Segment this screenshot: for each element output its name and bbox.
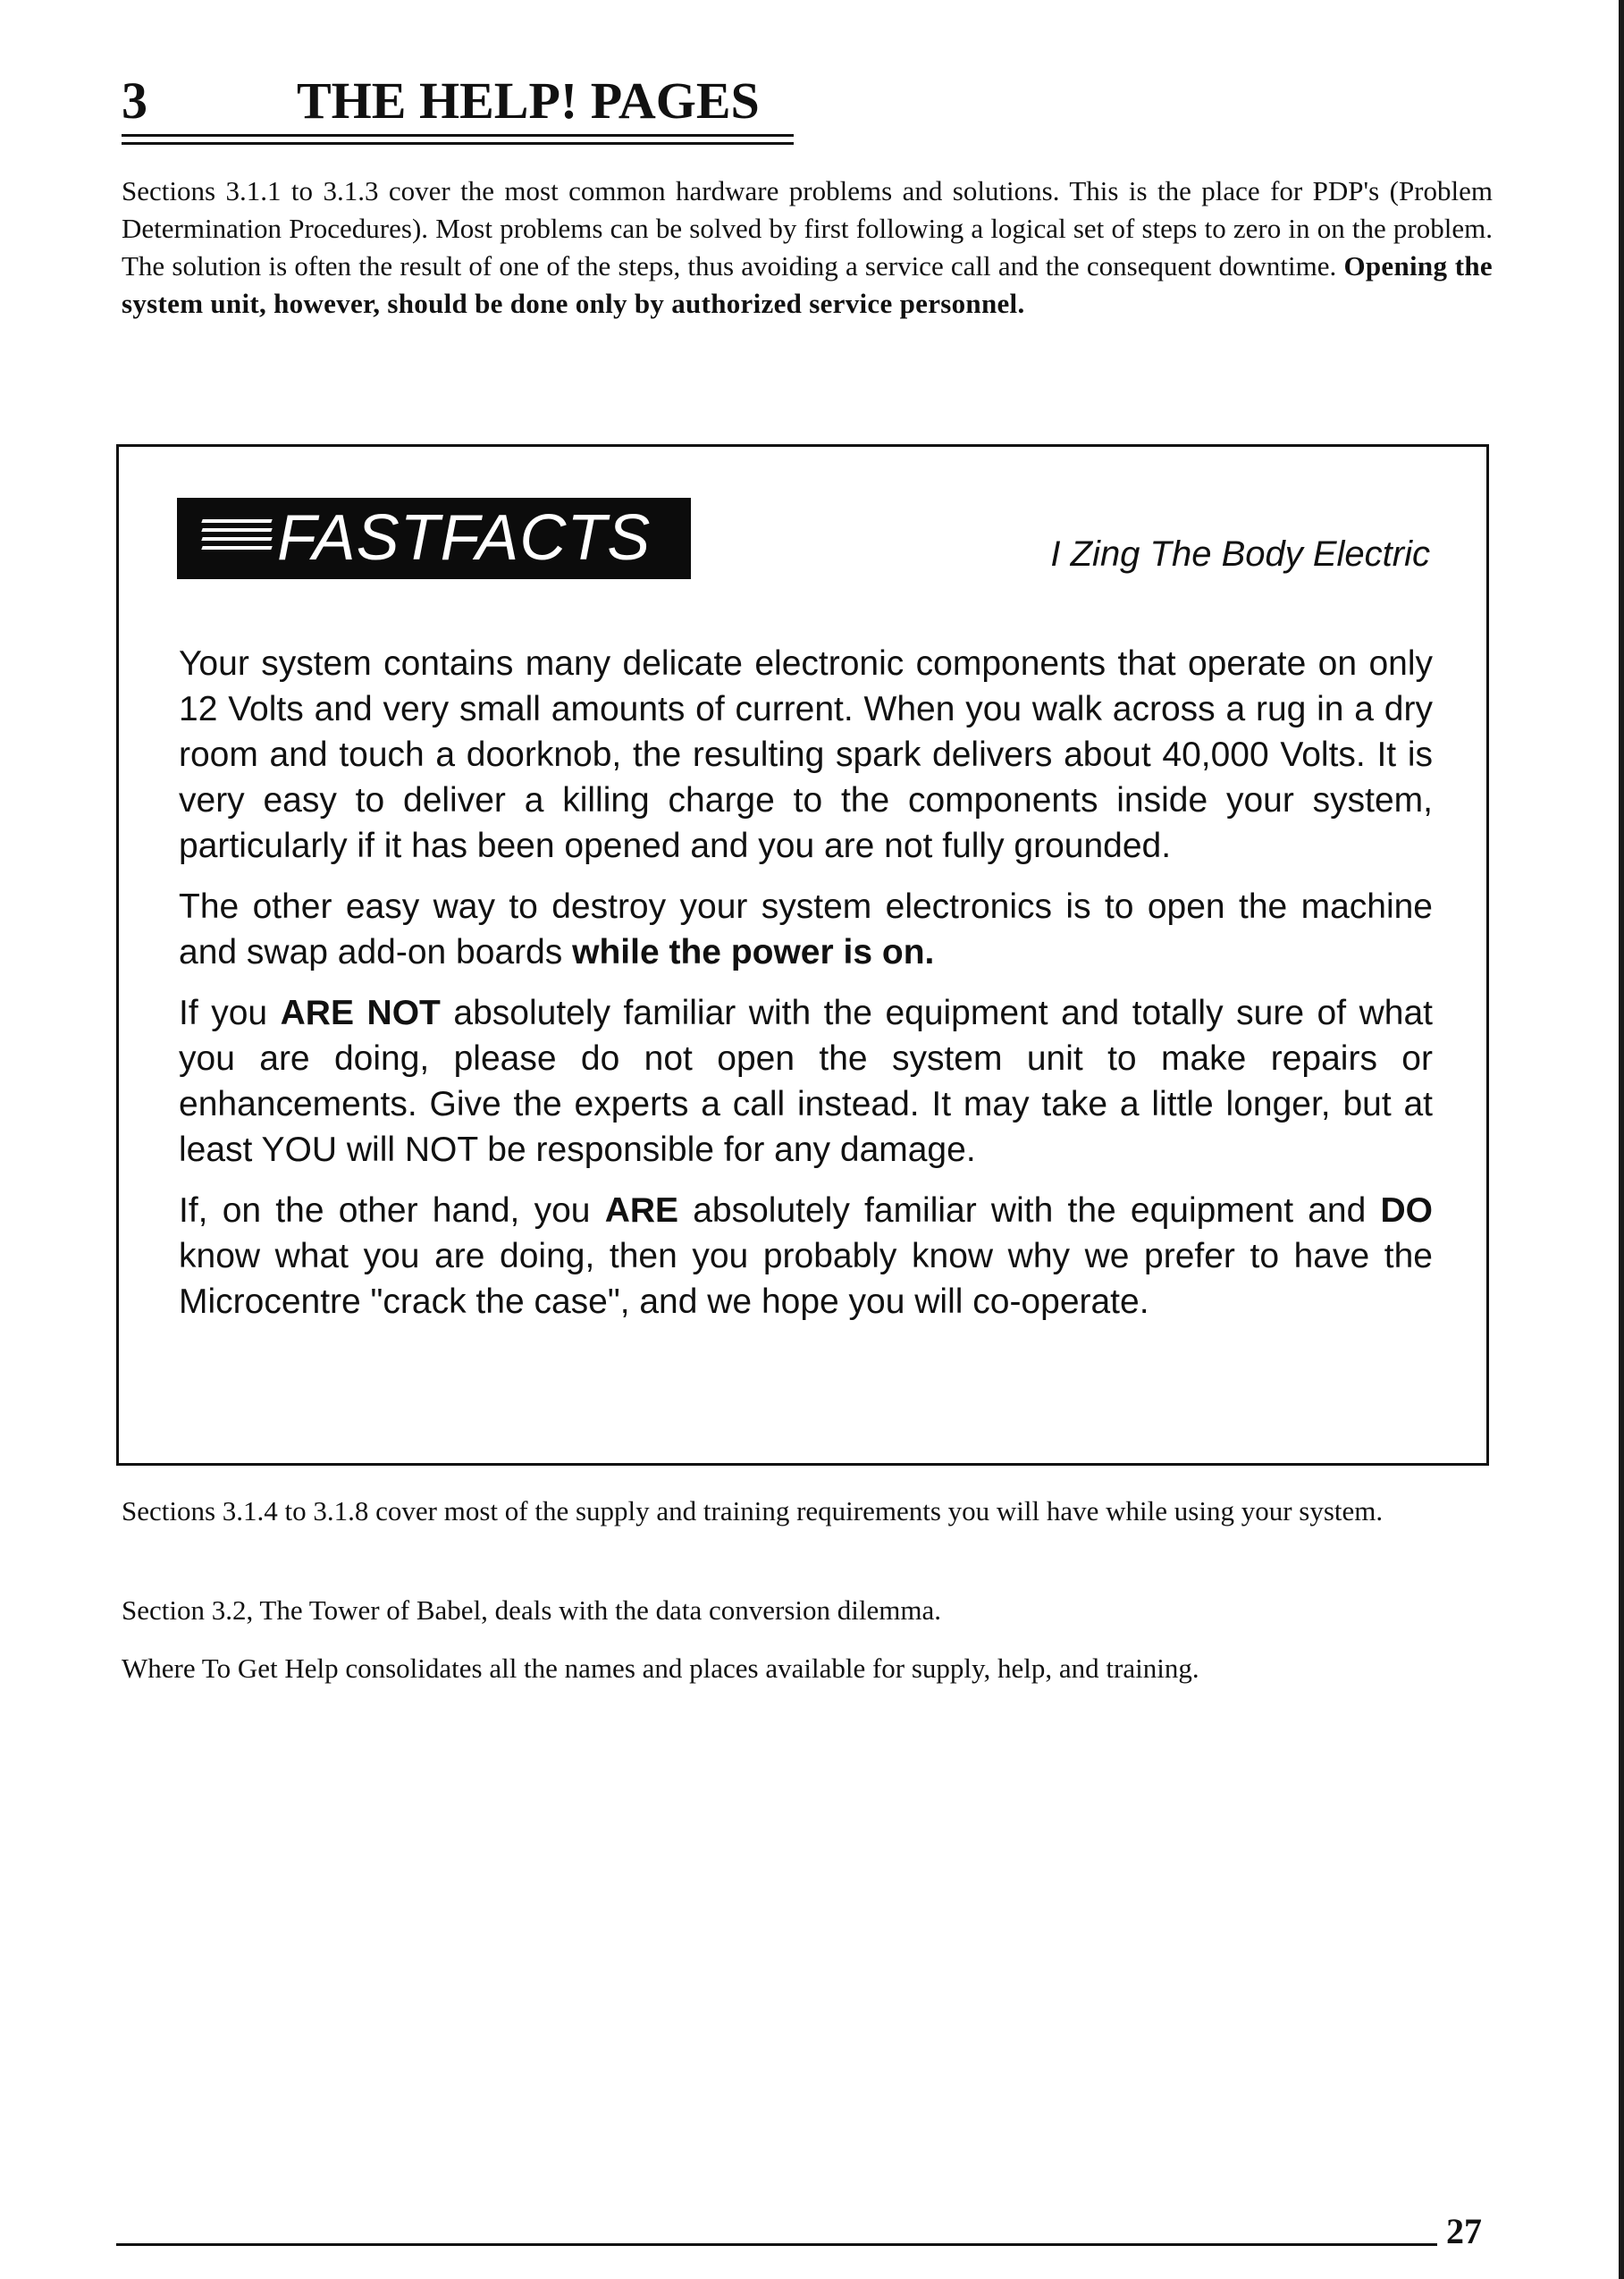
- speed-lines-icon: [202, 519, 272, 560]
- intro-text: Sections 3.1.1 to 3.1.3 cover the most common hardware problems and solutions. This is the place for PDP's (Problem Determination Procedures). Most problems can be solved by first following a logical set of steps to zero in on the problem. The solution is often the result of one of the steps, thus avoiding a service call and the consequent downtime.: [122, 175, 1493, 282]
- fastfacts-p2-text: The other easy way to destroy your system electronics is to open the machine and swap add-on boards: [179, 887, 1433, 971]
- page-number: 27: [1446, 2211, 1482, 2251]
- fastfacts-banner-text: FASTFACTS: [277, 502, 652, 574]
- where-to-get-help-paragraph: Where To Get Help consolidates all the names and places available for supply, help, and training.: [122, 1652, 1199, 1684]
- fastfacts-tagline: I Zing The Body Electric: [1050, 534, 1430, 574]
- fastfacts-paragraph-2: [179, 884, 1433, 975]
- chapter-heading: [122, 70, 801, 132]
- footer-rule: [116, 2243, 1437, 2246]
- fastfacts-p4-text-c: know what you are doing, then you probably know why we prefer to have the Microcentre "crack the case", and we hope you will co-operate.: [179, 1237, 1433, 1321]
- fastfacts-p4-emphasis-a: ARE: [604, 1191, 679, 1230]
- fastfacts-p4-text-a: If, on the other hand, you: [179, 1191, 605, 1230]
- intro-warning: Opening the system unit, however, should be done only by authorized service personnel.: [122, 250, 1493, 319]
- fastfacts-paragraph-1: Your system contains many delicate electronic components that operate on only 12 Volts and very small amounts of current. When you walk across a rug in a dry room and touch a doorknob, the resulting spark delivers about 40,000 Volts. It is very easy to deliver a killing charge to the components inside your system, particularly if it has been opened and you are not fully grounded.: [179, 644, 1433, 865]
- fastfacts-paragraph-4: [179, 1188, 1433, 1325]
- fastfacts-p3-emphasis: ARE NOT: [280, 994, 441, 1032]
- heading-rule-bottom: [122, 142, 794, 145]
- fastfacts-p4-emphasis-b: DO: [1380, 1191, 1434, 1230]
- tower-of-babel-paragraph: Section 3.2, The Tower of Babel, deals with the data conversion dilemma.: [122, 1594, 941, 1626]
- fastfacts-body: [179, 641, 1433, 1340]
- fastfacts-p4-text-b: absolutely familiar with the equipment and: [678, 1191, 1381, 1230]
- page-edge: [1619, 0, 1624, 2279]
- fastfacts-paragraph-3: [179, 990, 1433, 1173]
- fastfacts-p3-text-b: absolutely familiar with the equipment and totally sure of what you are doing, please do not open the system unit to make repairs or enhancements. Give the experts a call instead. It may take a little longer, but at least YOU will NOT be responsible for any damage.: [179, 994, 1433, 1169]
- supply-training-paragraph: Sections 3.1.4 to 3.1.8 cover most of the supply and training requirements you will have while using your system.: [122, 1495, 1384, 1526]
- heading-rule-top: [122, 134, 794, 137]
- intro-paragraph: [122, 172, 1493, 323]
- fastfacts-box: [116, 444, 1489, 1466]
- chapter-title: THE HELP! PAGES: [297, 71, 760, 130]
- fastfacts-p2-emphasis: while the power is on.: [572, 933, 935, 971]
- fastfacts-p3-text-a: If you: [179, 994, 281, 1032]
- chapter-number: 3: [122, 71, 147, 130]
- fastfacts-banner: [177, 498, 691, 579]
